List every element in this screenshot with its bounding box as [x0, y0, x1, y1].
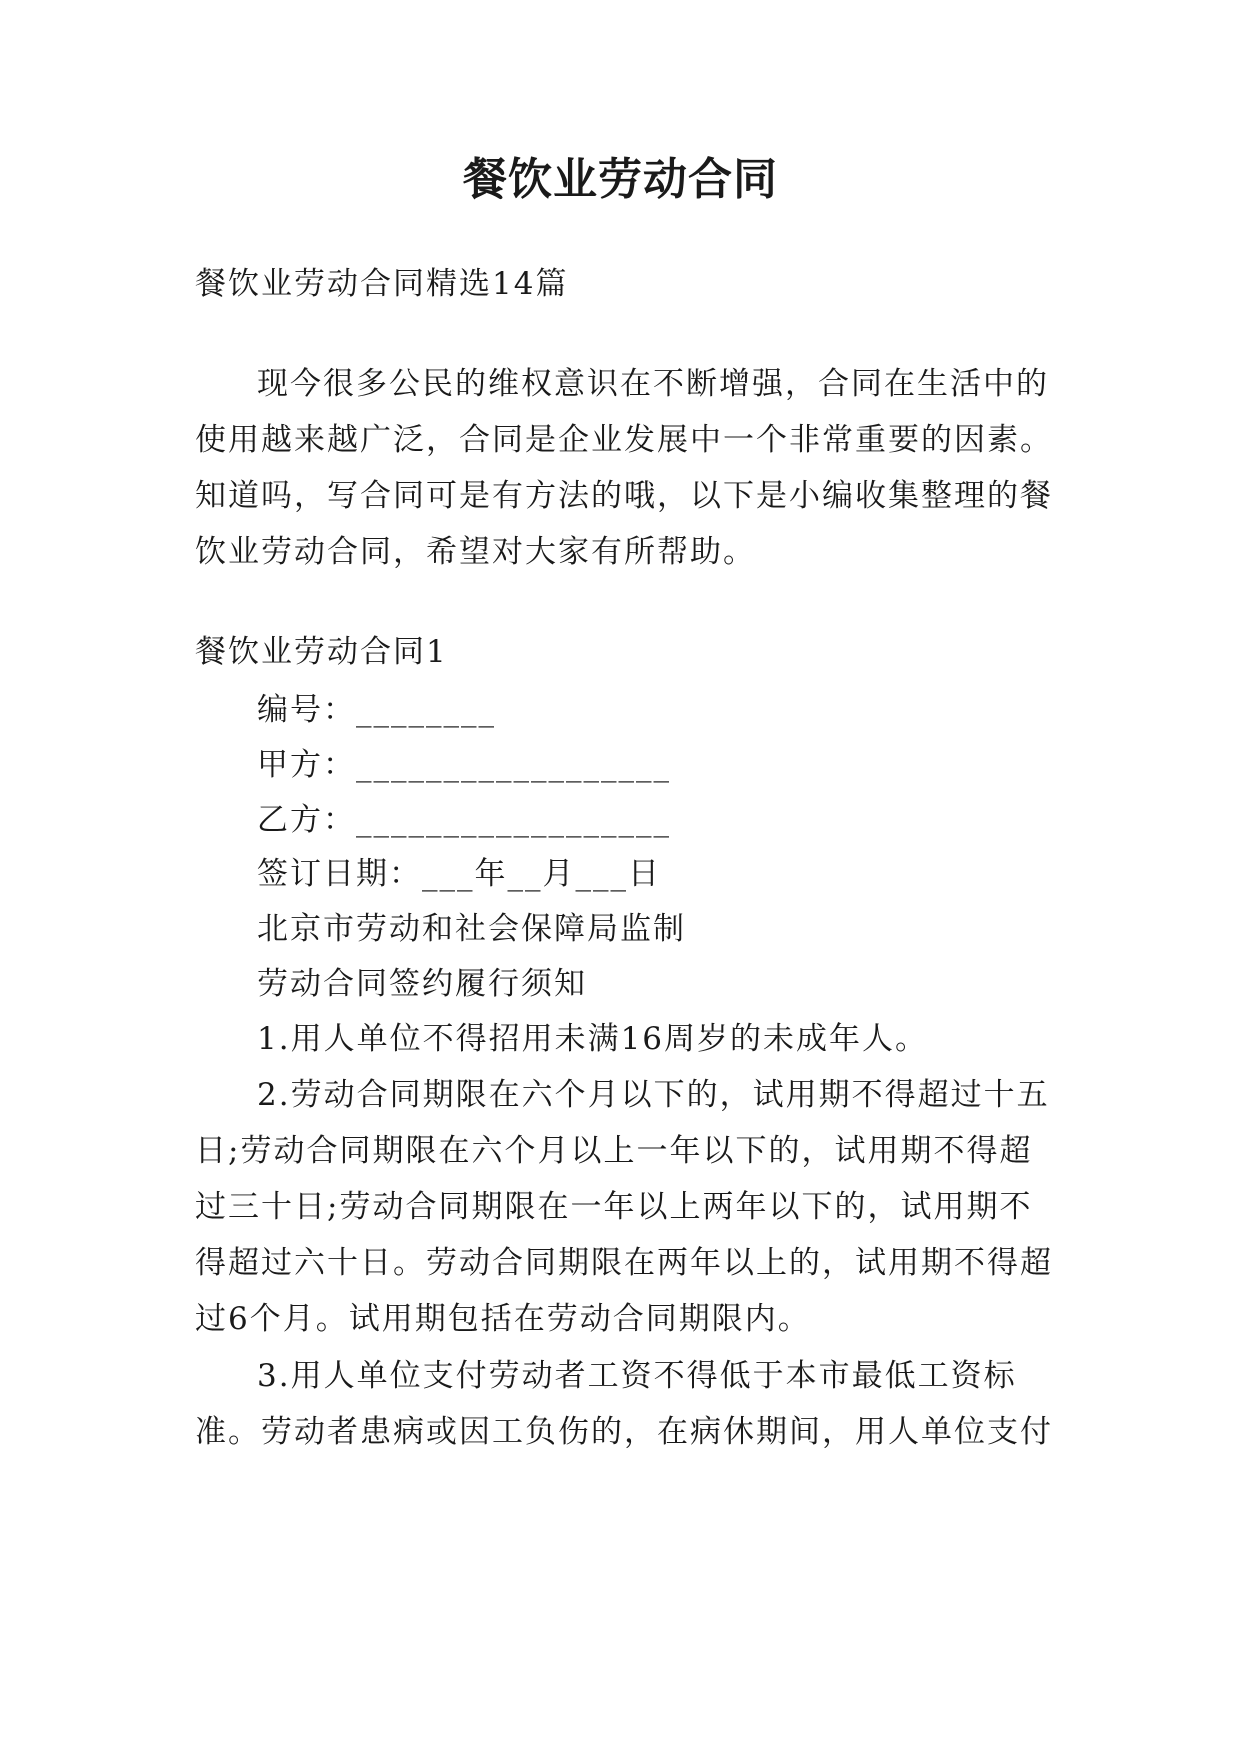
- section-heading: 餐饮业劳动合同1: [195, 634, 448, 670]
- clause-2-line: 得超过六十日。劳动合同期限在两年以上的，试用期不得超: [195, 1245, 1053, 1281]
- clause-2-line: 过三十日;劳动合同期限在一年以上两年以下的，试用期不: [195, 1189, 1033, 1225]
- document-title: 餐饮业劳动合同: [463, 154, 778, 205]
- party-a-field: 甲方：__________________: [257, 747, 671, 783]
- clause-1: 1.用人单位不得招用未满16周岁的未成年人。: [257, 1021, 929, 1057]
- clause-2-line: 日;劳动合同期限在六个月以上一年以下的，试用期不得超: [195, 1133, 1033, 1169]
- intro-line: 知道吗，写合同可是有方法的哦，以下是小编收集整理的餐: [195, 478, 1053, 514]
- party-b-field: 乙方：__________________: [257, 802, 671, 838]
- clause-2-line: 过6个月。试用期包括在劳动合同期限内。: [195, 1301, 811, 1337]
- intro-line: 现今很多公民的维权意识在不断增强，合同在生活中的: [257, 366, 1049, 402]
- intro-line: 使用越来越广泛，合同是企业发展中一个非常重要的因素。: [195, 422, 1053, 458]
- supervisor-line: 北京市劳动和社会保障局监制: [257, 911, 686, 947]
- number-field: 编号：________: [257, 692, 496, 728]
- clause-3-line: 3.用人单位支付劳动者工资不得低于本市最低工资标: [257, 1358, 1017, 1394]
- clause-2-line: 2.劳动合同期限在六个月以下的，试用期不得超过十五: [257, 1077, 1050, 1113]
- sign-date-field: 签订日期：___年__月___日: [257, 856, 661, 892]
- document-subtitle: 餐饮业劳动合同精选14篇: [195, 266, 569, 302]
- intro-line: 饮业劳动合同，希望对大家有所帮助。: [195, 534, 756, 570]
- notice-heading: 劳动合同签约履行须知: [257, 966, 587, 1002]
- clause-3-line: 准。劳动者患病或因工负伤的，在病休期间，用人单位支付: [195, 1414, 1053, 1450]
